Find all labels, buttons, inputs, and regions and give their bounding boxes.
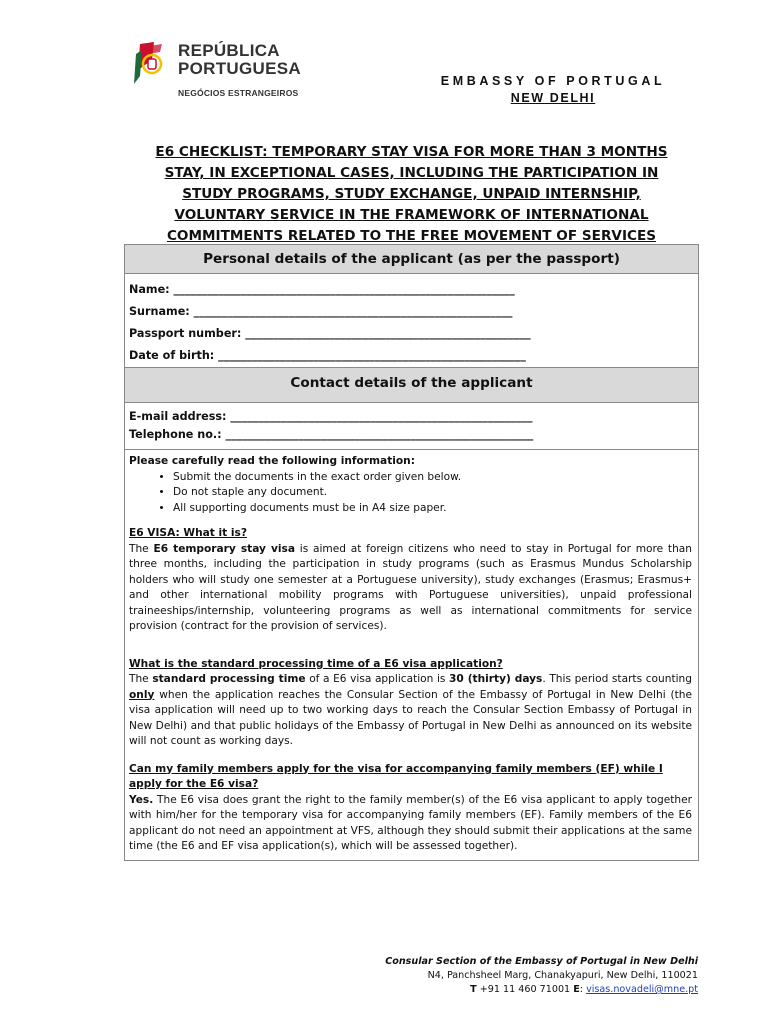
text-run-bold-underline: only xyxy=(129,688,155,701)
logo-line-negocios: NEGÓCIOS ESTRANGEIROS xyxy=(178,88,299,98)
document-title xyxy=(124,142,699,247)
name-field: Name: _____________________________________________________________ xyxy=(129,283,515,296)
logo-line-republica: REPÚBLICA xyxy=(178,41,280,60)
embassy-header xyxy=(408,74,698,105)
title-line: VOLUNTARY SERVICE IN THE FRAMEWORK OF INTERNATIONAL xyxy=(174,207,649,223)
personal-details-fields xyxy=(125,274,698,367)
text-run: The xyxy=(129,542,154,555)
contact-details-fields xyxy=(125,403,698,450)
date-of-birth-field: Date of birth: _______________________________________________________ xyxy=(129,349,526,362)
text-run-bold: Yes. xyxy=(129,793,154,806)
republica-portuguesa-logo xyxy=(130,40,330,106)
text-run: The xyxy=(129,673,153,685)
footer xyxy=(385,955,698,997)
footer-phone: +91 11 460 71001 xyxy=(476,984,574,995)
text-run: when the application reaches the Consular Section of the Embassy of Portugal in New Delhi (the visa application will need up to two working days to reach the Consular Section Embassy of Portugal in New Delhi) and that public holidays of the Embassy of Portugal in New Delhi as announced on its website will not count as working days. xyxy=(129,688,692,747)
phone-label: T xyxy=(470,984,477,995)
info-intro: Please carefully read the following information: xyxy=(129,455,415,467)
embassy-name: EMBASSY OF PORTUGAL xyxy=(440,74,666,88)
footer-colon: : xyxy=(579,984,587,995)
email-label: E xyxy=(573,984,580,995)
text-run: . This period starts counting xyxy=(542,673,692,685)
footer-email-link[interactable]: visas.novadeli@mne.pt xyxy=(586,984,698,995)
title-line: E6 CHECKLIST: TEMPORARY STAY VISA FOR MORE THAN 3 MONTHS xyxy=(155,144,668,160)
question-family-members: Can my family members apply for the visa for accompanying family members (EF) while I apply for the E6 visa? xyxy=(129,762,663,790)
logo-line-portuguesa: PORTUGUESA xyxy=(178,59,301,78)
title-line: STUDY PROGRAMS, STUDY EXCHANGE, UNPAID INTERNSHIP, xyxy=(182,186,641,202)
surname-field: Surname: _________________________________________________________ xyxy=(129,305,513,318)
information-section xyxy=(125,450,698,855)
question-what-is-e6: E6 VISA: What it is? xyxy=(129,527,247,539)
paragraph-processing-time xyxy=(129,672,692,750)
list-item: • Do not staple any document. xyxy=(173,485,692,501)
email-field: E-mail address: ______________________________________________________ xyxy=(129,410,533,423)
personal-details-heading: Personal details of the applicant (as per the passport) xyxy=(125,245,698,274)
title-line: COMMITMENTS RELATED TO THE FREE MOVEMENT OF SERVICES xyxy=(166,228,657,244)
text-run-bold: 30 (thirty) days xyxy=(449,673,543,685)
list-item: • Submit the documents in the exact order given below. xyxy=(173,470,692,486)
portugal-emblem-icon xyxy=(130,40,170,90)
paragraph-family-members xyxy=(129,793,692,855)
telephone-field: Telephone no.: _______________________________________________________ xyxy=(129,428,534,441)
list-item: • All supporting documents must be in A4 size paper. xyxy=(173,501,692,517)
checklist-box xyxy=(124,244,699,861)
text-run-bold: standard processing time xyxy=(152,673,306,685)
footer-address: N4, Panchsheel Marg, Chanakyapuri, New Delhi, 110021 xyxy=(427,970,698,981)
contact-details-heading: Contact details of the applicant xyxy=(125,367,698,403)
footer-contact xyxy=(385,983,698,997)
title-line: STAY, IN EXCEPTIONAL CASES, INCLUDING THE PARTICIPATION IN xyxy=(164,165,659,181)
question-processing-time: What is the standard processing time of a E6 visa application? xyxy=(129,657,503,670)
text-run: is aimed at foreign citizens who need to stay in Portugal for more than three months, including the participation in study programs (such as Erasmus Mundus Scholarship holders who will study one semester at a Portuguese university), study exchanges (Erasmus; Erasmus+ and other international mobility programs with Portuguese universities), unpaid professional traineeships/internship, volunteering programs as well as international commitments for service provision (contract for the provision of services). xyxy=(129,542,692,632)
text-run: of a E6 visa application is xyxy=(305,673,450,685)
text-run-bold: E6 temporary stay visa xyxy=(153,542,296,555)
passport-number-field: Passport number: ___________________________________________________ xyxy=(129,327,531,340)
text-run: The E6 visa does grant the right to the family member(s) of the E6 visa applicant to apply together with him/her for the temporary visa for accompanying family members (EF). Family members of the E6 applicant do not need an appointment at VFS, although they should submit their applications at the same time (the E6 and EF visa application(s), which will be assessed together). xyxy=(129,793,692,852)
embassy-city: NEW DELHI xyxy=(510,91,596,105)
paragraph-what-is-e6 xyxy=(129,542,692,635)
instructions-list xyxy=(129,470,692,517)
footer-consular-section: Consular Section of the Embassy of Portugal in New Delhi xyxy=(385,956,698,967)
